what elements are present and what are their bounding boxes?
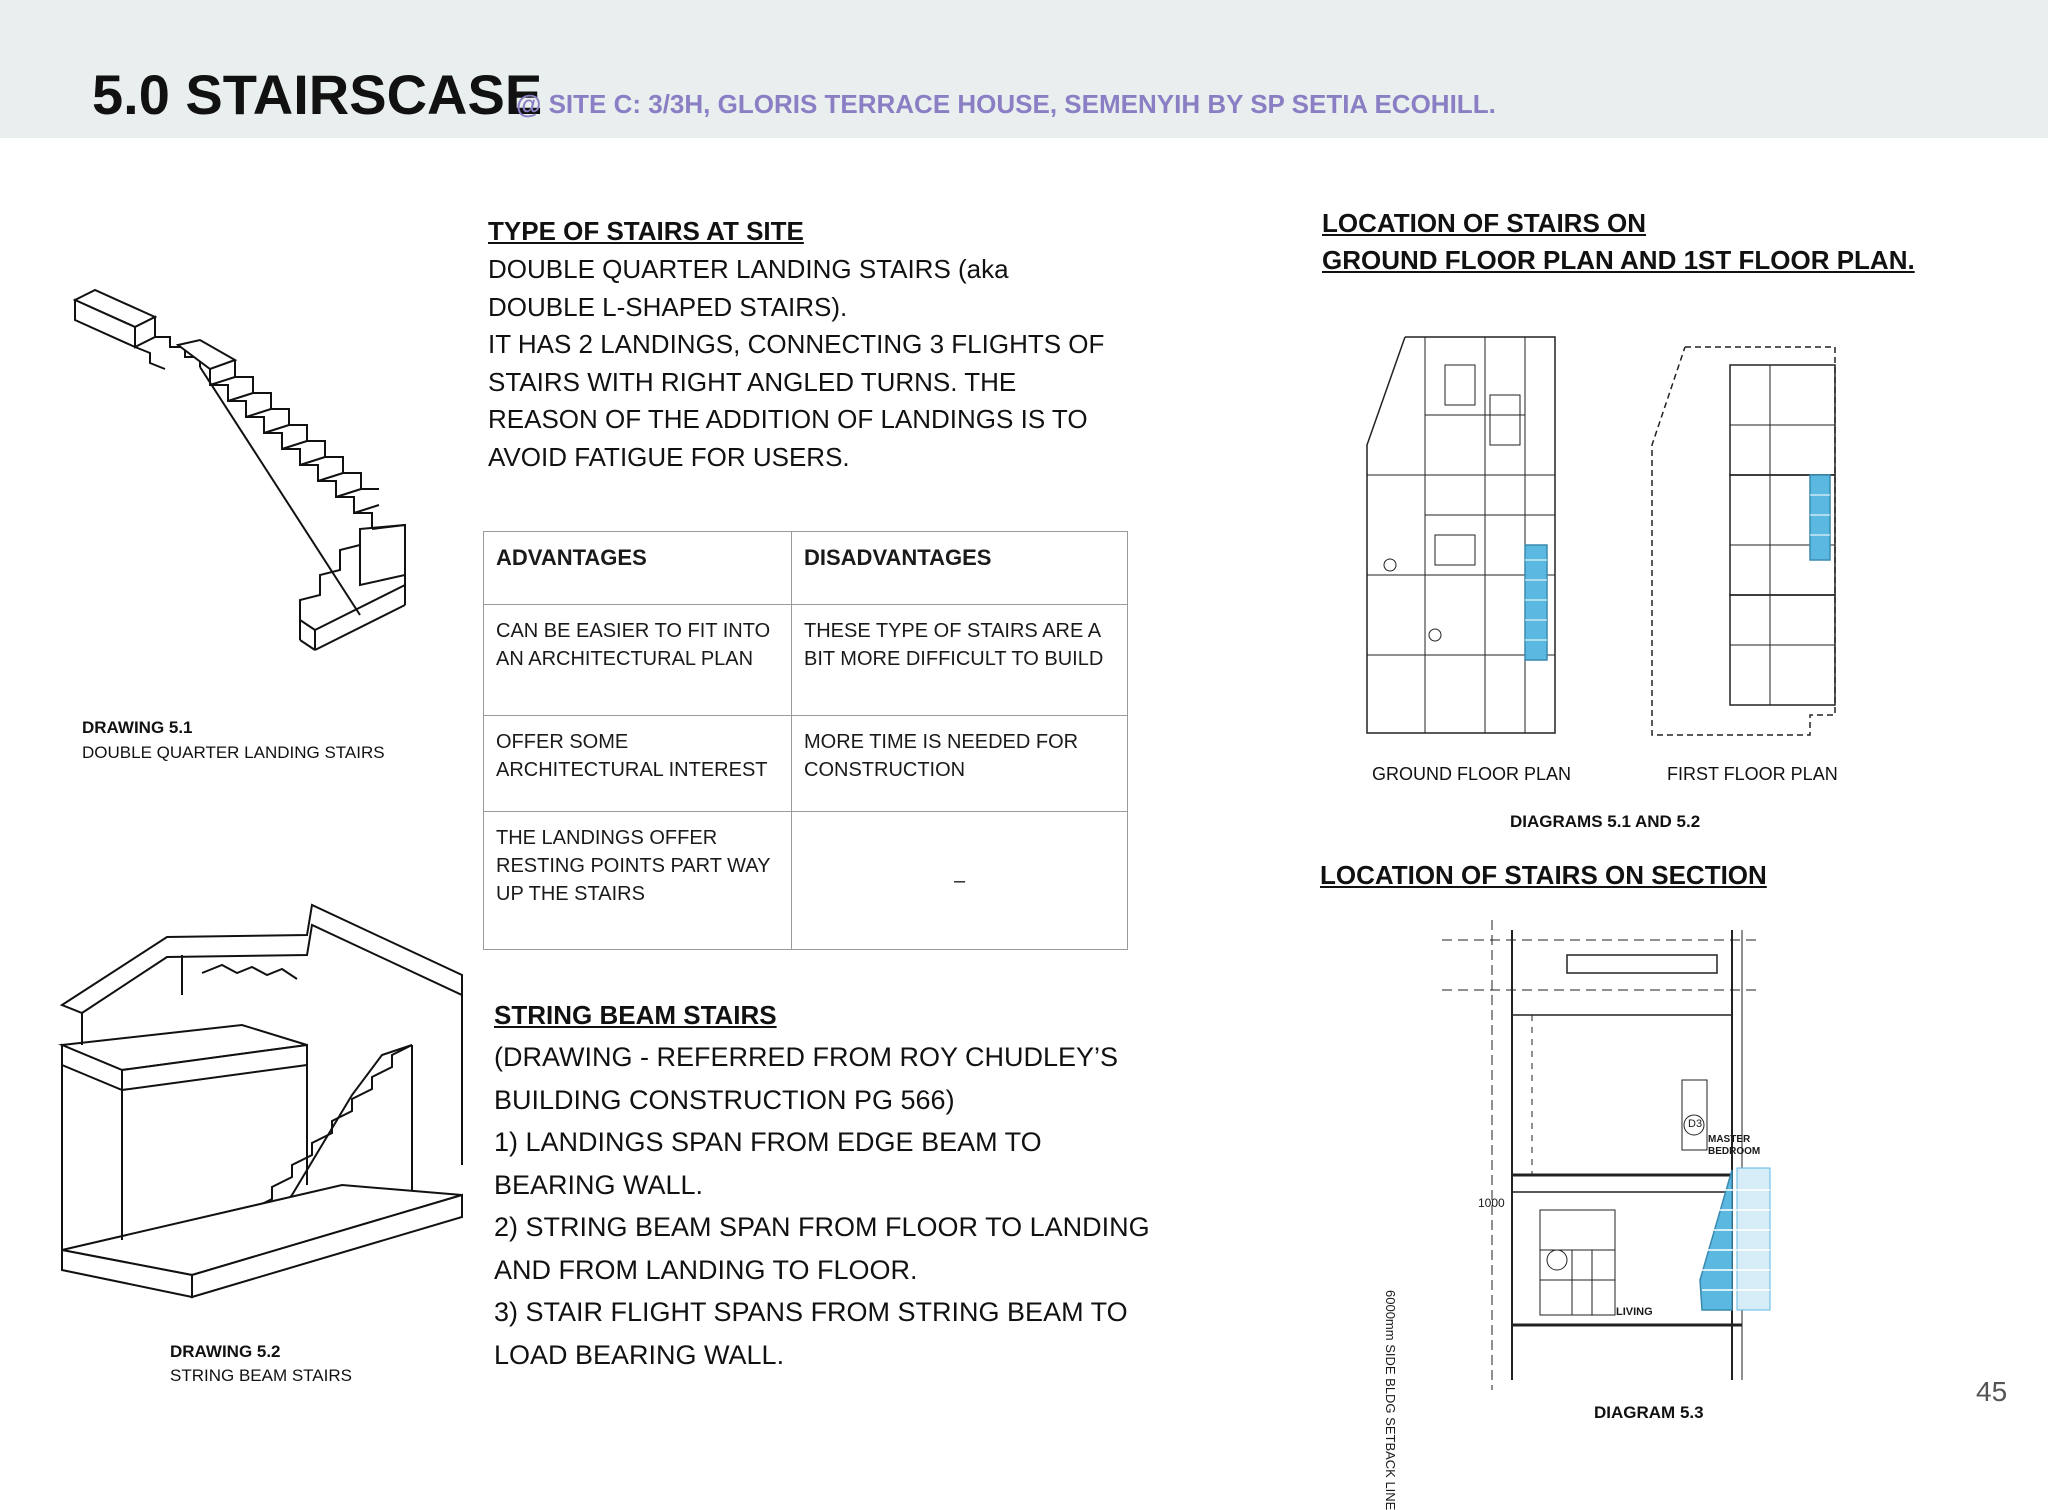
diagram-5-3-caption: DIAGRAM 5.3: [1594, 1403, 1704, 1422]
text-line: AVOID FATIGUE FOR USERS.: [488, 441, 850, 472]
table-row: [484, 605, 1128, 716]
table-cell: MORE TIME IS NEEDED FOR CONSTRUCTION: [792, 716, 1128, 812]
diagrams-caption: DIAGRAMS 5.1 AND 5.2: [1510, 812, 1701, 831]
text-line: 3) STAIR FLIGHT SPANS FROM STRING BEAM TO: [494, 1297, 1128, 1327]
page-subtitle: @ SITE C: 3/3H, GLORIS TERRACE HOUSE, SEMENYIH BY SP SETIA ECOHILL.: [516, 89, 1496, 119]
text-line: REASON OF THE ADDITION OF LANDINGS IS TO: [488, 404, 1088, 434]
text-line: IT HAS 2 LANDINGS, CONNECTING 3 FLIGHTS OF: [488, 329, 1105, 359]
string-beam-text: [494, 1036, 1150, 1376]
table-cell: THESE TYPE OF STAIRS ARE A BIT MORE DIFFICULT TO BUILD: [792, 605, 1128, 716]
living-label: LIVING: [1616, 1306, 1653, 1318]
section-heading: LOCATION OF STAIRS ON SECTION: [1320, 860, 1767, 890]
text-line: LOAD BEARING WALL.: [494, 1339, 785, 1370]
drawing-5-2-caption: STRING BEAM STAIRS: [170, 1366, 352, 1385]
ground-floor-plan-label: GROUND FLOOR PLAN: [1372, 764, 1572, 784]
table-cell: OFFER SOME ARCHITECTURAL INTEREST: [484, 716, 792, 812]
string-beam-heading: STRING BEAM STAIRS: [494, 1000, 777, 1030]
master-bedroom-label: MASTER BEDROOM: [1708, 1134, 1761, 1157]
door-tag-d3: D3: [1688, 1118, 1703, 1130]
text-line: STAIRS WITH RIGHT ANGLED TURNS. THE: [488, 366, 1017, 397]
drawing-5-2-label: DRAWING 5.2: [170, 1342, 281, 1361]
text-line: BUILDING CONSTRUCTION PG 566): [494, 1084, 955, 1115]
drawing-5-1-label: DRAWING 5.1: [82, 718, 193, 737]
text-line: DOUBLE L-SHAPED STAIRS).: [488, 291, 848, 322]
text-line: AND FROM LANDING TO FLOOR.: [494, 1254, 918, 1285]
first-floor-plan-label: FIRST FLOOR PLAN: [1667, 764, 1838, 784]
header-disadvantages: DISADVANTAGES: [792, 532, 1128, 605]
table-cell: –: [792, 812, 1128, 950]
first-floor-plan: [1650, 345, 1850, 745]
table-cell: CAN BE EASIER TO FIT INTO AN ARCHITECTURAL PLAN: [484, 605, 792, 716]
text-line: BEARING WALL.: [494, 1169, 704, 1200]
table-row: [484, 716, 1128, 812]
drawing-string-beam-stairs: [52, 895, 472, 1335]
type-of-stairs-heading: TYPE OF STAIRS AT SITE: [488, 216, 804, 246]
plans-heading-line1: LOCATION OF STAIRS ON: [1322, 208, 1647, 238]
text-line: DOUBLE QUARTER LANDING STAIRS (aka: [488, 254, 1009, 284]
plans-heading-line2: GROUND FLOOR PLAN AND 1ST FLOOR PLAN.: [1322, 245, 1915, 275]
type-of-stairs-text: [488, 251, 1104, 476]
page-number: 45: [1976, 1376, 2008, 1407]
drawing-double-quarter-landing-stairs: [60, 285, 420, 705]
table-cell: THE LANDINGS OFFER RESTING POINTS PART WAY UP THE STAIRS: [484, 812, 792, 950]
text-line: (DRAWING - REFERRED FROM ROY CHUDLEY’S: [494, 1042, 1119, 1072]
header-advantages: ADVANTAGES: [484, 532, 792, 605]
page-title: 5.0 STAIRSCASE: [92, 63, 543, 126]
table-header-row: [484, 532, 1128, 605]
advantages-table: [483, 531, 1128, 950]
text-line: 2) STRING BEAM SPAN FROM FLOOR TO LANDING: [494, 1212, 1150, 1242]
drawing-5-1-caption: DOUBLE QUARTER LANDING STAIRS: [82, 743, 385, 762]
ground-floor-plan: [1365, 335, 1585, 735]
text-line: 1) LANDINGS SPAN FROM EDGE BEAM TO: [494, 1127, 1042, 1157]
table-row: [484, 812, 1128, 950]
section-dimension-1000: 1000: [1478, 1196, 1505, 1210]
